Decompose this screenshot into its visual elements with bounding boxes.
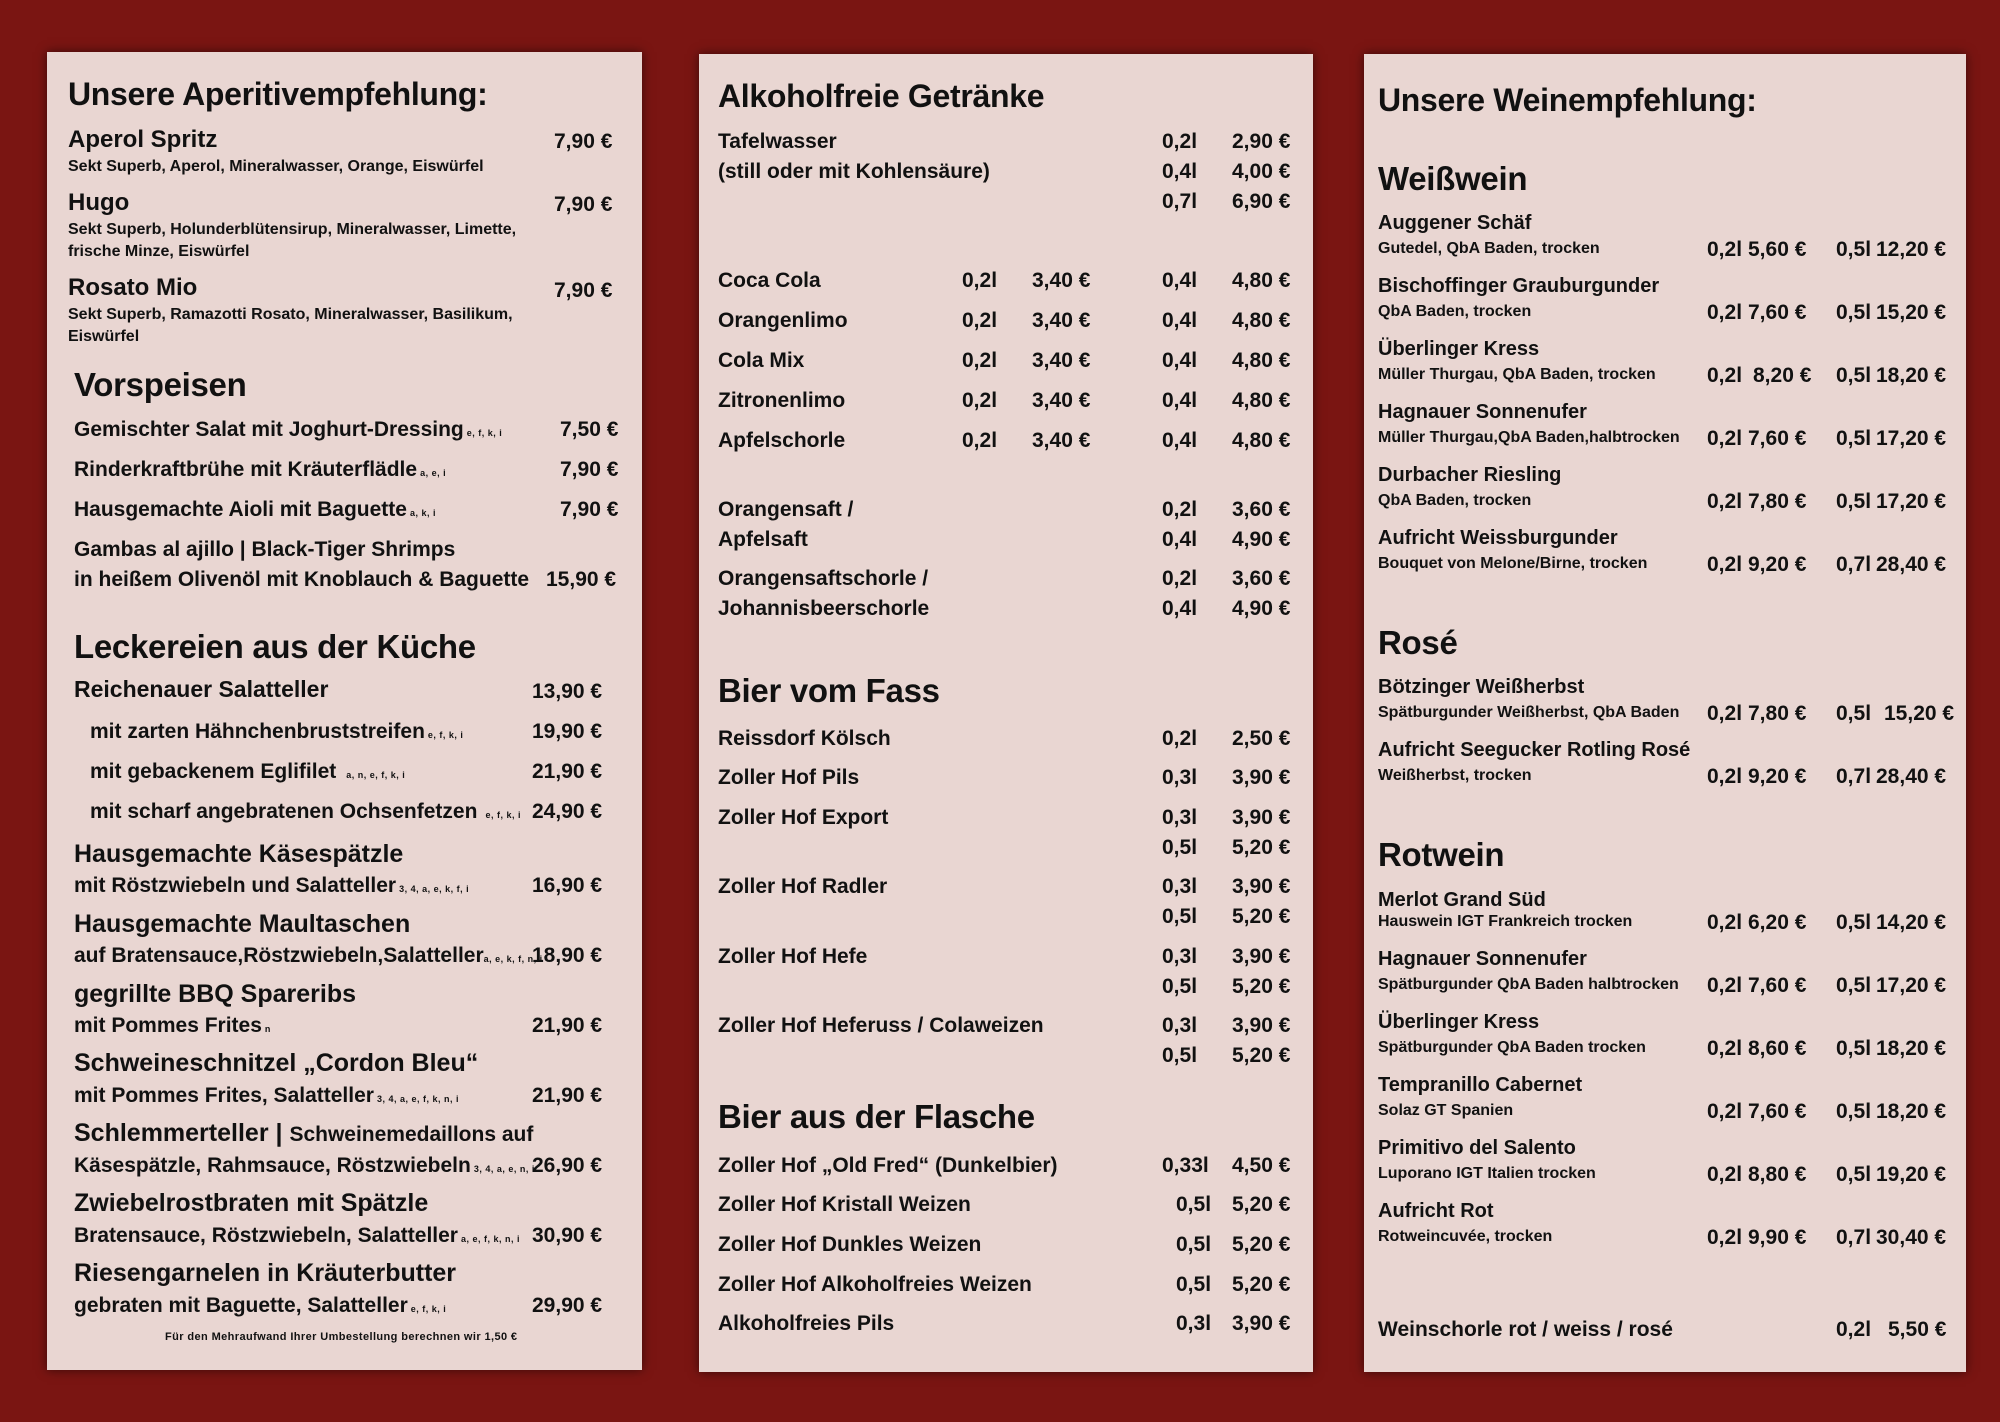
wine-price: 28,40 € [1876, 765, 1947, 788]
menu-price: 15,90 € [546, 568, 617, 591]
beer-name: Zoller Hof Dunkles Weizen [718, 1233, 982, 1256]
wine-price: 7,60 € [1748, 301, 1807, 324]
wine-name: Tempranillo Cabernet [1378, 1074, 1583, 1096]
wine-vol: 0,5l [1836, 427, 1872, 450]
menu-item: Hausgemachte Aioli mit Baguette a, k, i [74, 498, 436, 521]
wine-vol: 0,5l [1836, 1100, 1872, 1123]
wine-price: 17,20 € [1876, 427, 1947, 450]
wine-desc: QbA Baden, trocken [1378, 303, 1532, 320]
beer-vol: 0,5l [1176, 1193, 1212, 1216]
menu-item: Gemischter Salat mit Joghurt-Dressing e, f, k, i [74, 418, 503, 441]
menu-panel-food [47, 52, 642, 1370]
wine-desc: Spätburgunder QbA Baden trocken [1378, 1039, 1646, 1056]
aperitif-price: 7,90 € [554, 193, 613, 216]
menu-item-line2: Käsespätzle, Rahmsauce, Röstzwiebeln 3, 4, a, e, n, i [74, 1154, 535, 1177]
drink-name: Apfelschorle [718, 429, 846, 452]
beer-name: Zoller Hof „Old Fred“ (Dunkelbier) [718, 1154, 1058, 1177]
menu-item: Schweineschnitzel „Cordon Bleu“ [74, 1049, 479, 1077]
wine-vol: 0,2l [1707, 238, 1743, 261]
wine-vol: 0,5l [1836, 1163, 1872, 1186]
wine-desc: Müller Thurgau,QbA Baden,halbtrocken [1378, 429, 1680, 446]
wine-vol: 0,2l [1707, 974, 1743, 997]
beer-vol: 0,3l [1162, 766, 1198, 789]
beer-price: 3,90 € [1232, 1014, 1291, 1037]
aperitif-price: 7,90 € [554, 279, 613, 302]
beer-price: 5,20 € [1232, 1193, 1291, 1216]
wine-price: 19,20 € [1876, 1163, 1947, 1186]
drink-name: Cola Mix [718, 349, 805, 372]
menu-item: Hausgemachte Maultaschen [74, 910, 411, 938]
aperitif-name: Aperol Spritz [68, 126, 218, 153]
menu-item: Rinderkraftbrühe mit Kräuterflädle a, e, i [74, 458, 447, 481]
wine-name: Hagnauer Sonnenufer [1378, 948, 1587, 970]
wine-desc: Spätburgunder QbA Baden halbtrocken [1378, 976, 1679, 993]
drink-vol: 0,4l [1162, 349, 1198, 372]
menu-price: 16,90 € [532, 874, 603, 897]
beer-vol: 0,3l [1162, 945, 1198, 968]
menu-item-line2: mit Röstzwiebeln und Salatteller 3, 4, a, e, k, f, i [74, 874, 470, 897]
beer-vol: 0,33l [1162, 1154, 1209, 1177]
aperitif-name: Hugo [68, 189, 130, 216]
wine-vol: 0,2l [1707, 1163, 1743, 1186]
drink-vol: 0,2l [962, 389, 998, 412]
wine-price: 28,40 € [1876, 553, 1947, 576]
wine-vol: 0,5l [1836, 301, 1872, 324]
menu-price: 19,90 € [532, 720, 603, 743]
wine-desc: Bouquet von Melone/Birne, trocken [1378, 555, 1648, 572]
beer-price: 5,20 € [1232, 1273, 1291, 1296]
beer-price: 2,50 € [1232, 727, 1291, 750]
menu-price: 29,90 € [532, 1294, 603, 1317]
drink-vol: 0,2l [962, 309, 998, 332]
drink-name: Coca Cola [718, 269, 821, 292]
aperitif-title: Unsere Aperitivempfehlung: [68, 76, 488, 112]
menu-item: gegrillte BBQ Spareribs [74, 980, 357, 1008]
wine-desc: Müller Thurgau, QbA Baden, trocken [1378, 366, 1656, 383]
beer-price: 3,90 € [1232, 875, 1291, 898]
drink-price: 4,80 € [1232, 429, 1291, 452]
drink-vol: 0,4l [1162, 528, 1198, 551]
menu-item: Riesengarnelen in Kräuterbutter [74, 1259, 457, 1287]
beer-name: Zoller Hof Radler [718, 875, 888, 898]
wine-desc: Hauswein IGT Frankreich trocken [1378, 913, 1633, 930]
wine-name: Hagnauer Sonnenufer [1378, 401, 1587, 423]
menu-item: Gambas al ajillo | Black-Tiger Shrimps [74, 538, 456, 561]
beer-price: 5,20 € [1232, 1233, 1291, 1256]
drink-price: 3,60 € [1232, 498, 1291, 521]
beer-vol: 0,5l [1176, 1273, 1212, 1296]
wine-price: 9,20 € [1748, 765, 1807, 788]
wine-price: 17,20 € [1876, 490, 1947, 513]
wine-list [1364, 54, 1966, 1372]
beer-vol: 0,5l [1162, 1044, 1198, 1067]
wine-vol: 0,7l [1836, 1226, 1872, 1249]
beer-price: 5,20 € [1232, 975, 1291, 998]
wine-name: Auggener Schäf [1378, 212, 1532, 234]
menu-price: 21,90 € [532, 1084, 603, 1107]
wine-vol: 0,5l [1836, 911, 1872, 934]
beer-price: 3,90 € [1232, 806, 1291, 829]
wine-vol: 0,7l [1836, 765, 1872, 788]
menu-item-line2: Bratensauce, Röstzwiebeln, Salatteller a, e, f, k, n, i [74, 1224, 520, 1247]
wine-price: 7,80 € [1748, 702, 1807, 725]
drink-vol: 0,4l [1162, 160, 1198, 183]
wine-desc: QbA Baden, trocken [1378, 492, 1532, 509]
wine-price: 17,20 € [1876, 974, 1947, 997]
wine-name: Überlinger Kress [1378, 338, 1540, 360]
drink-vol: 0,4l [1162, 309, 1198, 332]
drink-name: Tafelwasser [718, 130, 837, 153]
aperitif-desc: Sekt Superb, Ramazotti Rosato, Mineralwasser, Basilikum, Eiswürfel [68, 306, 513, 345]
wine-vol: 0,2l [1707, 364, 1743, 387]
wine-name: Merlot Grand Süd [1378, 889, 1546, 911]
drink-price: 3,40 € [1032, 269, 1091, 292]
beer-price: 5,20 € [1232, 1044, 1291, 1067]
drink-price: 4,80 € [1232, 309, 1291, 332]
beer-price: 3,90 € [1232, 766, 1291, 789]
menu-price: 21,90 € [532, 1014, 603, 1037]
wine-price: 18,20 € [1876, 1037, 1947, 1060]
drink-vol: 0,4l [1162, 429, 1198, 452]
wine-price: 7,60 € [1748, 1100, 1807, 1123]
beer-price: 3,90 € [1232, 945, 1291, 968]
drink-price: 3,40 € [1032, 389, 1091, 412]
beer-name: Zoller Hof Kristall Weizen [718, 1193, 971, 1216]
wine-price: 30,40 € [1876, 1226, 1947, 1249]
menu-price: 30,90 € [532, 1224, 603, 1247]
beer-name: Reissdorf Kölsch [718, 727, 891, 750]
wine-desc: Weißherbst, trocken [1378, 767, 1532, 784]
menu-item: Zwiebelrostbraten mit Spätzle [74, 1189, 429, 1217]
drink-price: 3,40 € [1032, 349, 1091, 372]
wine-vol: 0,5l [1836, 1037, 1872, 1060]
wine-price: 18,20 € [1876, 1100, 1947, 1123]
wine-name: Aufricht Seegucker Rotling Rosé [1378, 739, 1691, 761]
aperitif-desc: Sekt Superb, Aperol, Mineralwasser, Orange, Eiswürfel [68, 158, 484, 175]
beer-price: 5,20 € [1232, 836, 1291, 859]
wine-name: Aufricht Rot [1378, 1200, 1494, 1222]
beer-name: Zoller Hof Pils [718, 766, 860, 789]
beer-name: Alkoholfreies Pils [718, 1312, 895, 1335]
aperitif-name: Rosato Mio [68, 274, 198, 301]
wine-desc: Gutedel, QbA Baden, trocken [1378, 240, 1600, 257]
menu-item: mit gebackenem Eglifilet a, n, e, f, k, i [90, 760, 406, 783]
wine-price: 5,60 € [1748, 238, 1807, 261]
wine-price: 18,20 € [1876, 364, 1947, 387]
drink-name: Orangensaft / [718, 498, 854, 521]
menu-item-line2: gebraten mit Baguette, Salatteller e, f, k, i [74, 1294, 447, 1317]
beer-name: Zoller Hof Alkoholfreies Weizen [718, 1273, 1032, 1296]
drink-vol: 0,2l [962, 349, 998, 372]
drink-vol: 0,4l [1162, 269, 1198, 292]
weisswein-title: Weißwein [1378, 160, 1528, 197]
beer-vol: 0,5l [1176, 1233, 1212, 1256]
wine-vol: 0,2l [1707, 301, 1743, 324]
menu-item: Schlemmerteller | Schweinemedaillons auf [74, 1119, 534, 1147]
beer-price: 4,50 € [1232, 1154, 1291, 1177]
beer-vol: 0,3l [1162, 806, 1198, 829]
wine-price: 15,20 € [1876, 301, 1947, 324]
drink-vol: 0,2l [962, 269, 998, 292]
drink-price: 4,90 € [1232, 597, 1291, 620]
wine-price: 7,60 € [1748, 974, 1807, 997]
drink-vol: 0,2l [962, 429, 998, 452]
beer-name: Zoller Hof Heferuss / Colaweizen [718, 1014, 1044, 1037]
menu-price: 7,90 € [560, 458, 619, 481]
wine-vol: 0,2l [1707, 490, 1743, 513]
menu-item: Hausgemachte Käsespätzle [74, 840, 404, 868]
weinschorle-price: 5,50 € [1888, 1318, 1947, 1341]
drink-price: 4,90 € [1232, 528, 1291, 551]
wine-price: 14,20 € [1876, 911, 1947, 934]
drink-price: 4,80 € [1232, 389, 1291, 412]
rose-title: Rosé [1378, 624, 1458, 661]
wine-vol: 0,2l [1707, 1100, 1743, 1123]
drink-vol: 0,2l [1162, 130, 1198, 153]
wine-price: 9,90 € [1748, 1226, 1807, 1249]
wine-desc: Spätburgunder Weißherbst, QbA Baden [1378, 704, 1680, 721]
menu-price: 13,90 € [532, 680, 603, 703]
menu-price: 26,90 € [532, 1154, 603, 1177]
menu-item-line2: mit Pommes Frites n [74, 1014, 271, 1037]
wine-name: Bischoffinger Grauburgunder [1378, 275, 1660, 297]
drink-price: 6,90 € [1232, 190, 1291, 213]
beer-name: Zoller Hof Export [718, 806, 889, 829]
beer-price: 3,90 € [1232, 1312, 1291, 1335]
wine-vol: 0,2l [1707, 427, 1743, 450]
wine-name: Überlinger Kress [1378, 1011, 1540, 1033]
wine-desc: Rotweincuvée, trocken [1378, 1228, 1553, 1245]
aperitif-price: 7,90 € [554, 130, 613, 153]
drink-vol: 0,2l [1162, 567, 1198, 590]
menu-item: mit scharf angebratenen Ochsenfetzen e, f, k, i [90, 800, 521, 823]
beer-price: 5,20 € [1232, 905, 1291, 928]
alkoholfrei-title: Alkoholfreie Getränke [718, 78, 1045, 114]
beer-vol: 0,5l [1162, 975, 1198, 998]
drink-price: 3,40 € [1032, 309, 1091, 332]
menu-price: 24,90 € [532, 800, 603, 823]
menu-price: 21,90 € [532, 760, 603, 783]
drink-name: Orangensaftschorle / [718, 567, 929, 590]
wine-vol: 0,2l [1707, 1226, 1743, 1249]
kueche-title: Leckereien aus der Küche [74, 628, 476, 665]
drink-name: Orangenlimo [718, 309, 848, 332]
drink-price: 3,40 € [1032, 429, 1091, 452]
aperitif-desc: Sekt Superb, Holunderblütensirup, Mineralwasser, Limette, frische Minze, Eiswürfel [68, 221, 517, 260]
wine-vol: 0,2l [1707, 911, 1743, 934]
beer-vol: 0,2l [1162, 727, 1198, 750]
wine-price: 8,20 € [1753, 364, 1812, 387]
weinschorle-vol: 0,2l [1836, 1318, 1872, 1341]
wine-vol: 0,2l [1707, 765, 1743, 788]
menu-price: 7,90 € [560, 498, 619, 521]
beer-name: Zoller Hof Hefe [718, 945, 868, 968]
drink-name-line2: Johannisbeerschorle [718, 597, 930, 620]
drink-price: 4,00 € [1232, 160, 1291, 183]
drink-name-line2: Apfelsaft [718, 528, 808, 551]
drink-vol: 0,4l [1162, 597, 1198, 620]
fass-title: Bier vom Fass [718, 672, 940, 709]
drink-price: 4,80 € [1232, 269, 1291, 292]
beer-vol: 0,3l [1162, 1014, 1198, 1037]
beer-vol: 0,5l [1162, 905, 1198, 928]
weinschorle-name: Weinschorle rot / weiss / rosé [1378, 1318, 1673, 1341]
wine-vol: 0,5l [1836, 238, 1872, 261]
drink-sub: (still oder mit Kohlensäure) [718, 160, 990, 183]
wine-price: 9,20 € [1748, 553, 1807, 576]
menu-item-line2: mit Pommes Frites, Salatteller 3, 4, a, e, f, k, n, i [74, 1084, 459, 1107]
drink-vol: 0,4l [1162, 389, 1198, 412]
wine-vol: 0,2l [1707, 702, 1743, 725]
wine-name: Durbacher Riesling [1378, 464, 1562, 486]
menu-price: 18,90 € [532, 944, 603, 967]
wine-price: 15,20 € [1884, 702, 1955, 725]
drink-vol: 0,2l [1162, 498, 1198, 521]
drink-vol: 0,7l [1162, 190, 1198, 213]
surcharge-note: Für den Mehraufwand Ihrer Umbestellung berechnen wir 1,50 € [165, 1331, 518, 1343]
wine-desc: Solaz GT Spanien [1378, 1102, 1514, 1119]
menu-item: Reichenauer Salatteller [74, 676, 329, 702]
beer-vol: 0,3l [1176, 1312, 1212, 1335]
menu-price: 7,50 € [560, 418, 619, 441]
drink-price: 4,80 € [1232, 349, 1291, 372]
wine-vol: 0,5l [1836, 702, 1872, 725]
menu-item-line2: auf Bratensauce,Röstzwiebeln,Salattellera, e, k, f, n, i [74, 944, 543, 967]
wine-vol: 0,7l [1836, 553, 1872, 576]
wine-name: Primitivo del Salento [1378, 1137, 1576, 1159]
wine-price: 8,60 € [1748, 1037, 1807, 1060]
wine-name: Bötzinger Weißherbst [1378, 676, 1585, 698]
wine-vol: 0,5l [1836, 490, 1872, 513]
wine-price: 8,80 € [1748, 1163, 1807, 1186]
menu-item: mit zarten Hähnchenbruststreifen e, f, k, i [90, 720, 464, 743]
wein-title: Unsere Weinempfehlung: [1378, 82, 1757, 118]
beer-vol: 0,3l [1162, 875, 1198, 898]
wine-vol: 0,2l [1707, 553, 1743, 576]
wine-vol: 0,5l [1836, 974, 1872, 997]
drink-name: Zitronenlimo [718, 389, 846, 412]
drink-price: 3,60 € [1232, 567, 1291, 590]
menu-panel-drinks [699, 54, 1313, 1372]
wine-name: Aufricht Weissburgunder [1378, 527, 1618, 549]
wine-price: 7,80 € [1748, 490, 1807, 513]
menu-item-line2: in heißem Olivenöl mit Knoblauch & Baguette [74, 568, 530, 591]
drink-price: 2,90 € [1232, 130, 1291, 153]
beer-vol: 0,5l [1162, 836, 1198, 859]
vorspeisen-title: Vorspeisen [74, 366, 247, 403]
wine-vol: 0,5l [1836, 364, 1872, 387]
rotwein-title: Rotwein [1378, 836, 1505, 873]
wine-price: 6,20 € [1748, 911, 1807, 934]
wine-price: 12,20 € [1876, 238, 1947, 261]
wine-vol: 0,2l [1707, 1037, 1743, 1060]
wine-desc: Luporano IGT Italien trocken [1378, 1165, 1596, 1182]
flasche-title: Bier aus der Flasche [718, 1098, 1035, 1135]
wine-price: 7,60 € [1748, 427, 1807, 450]
